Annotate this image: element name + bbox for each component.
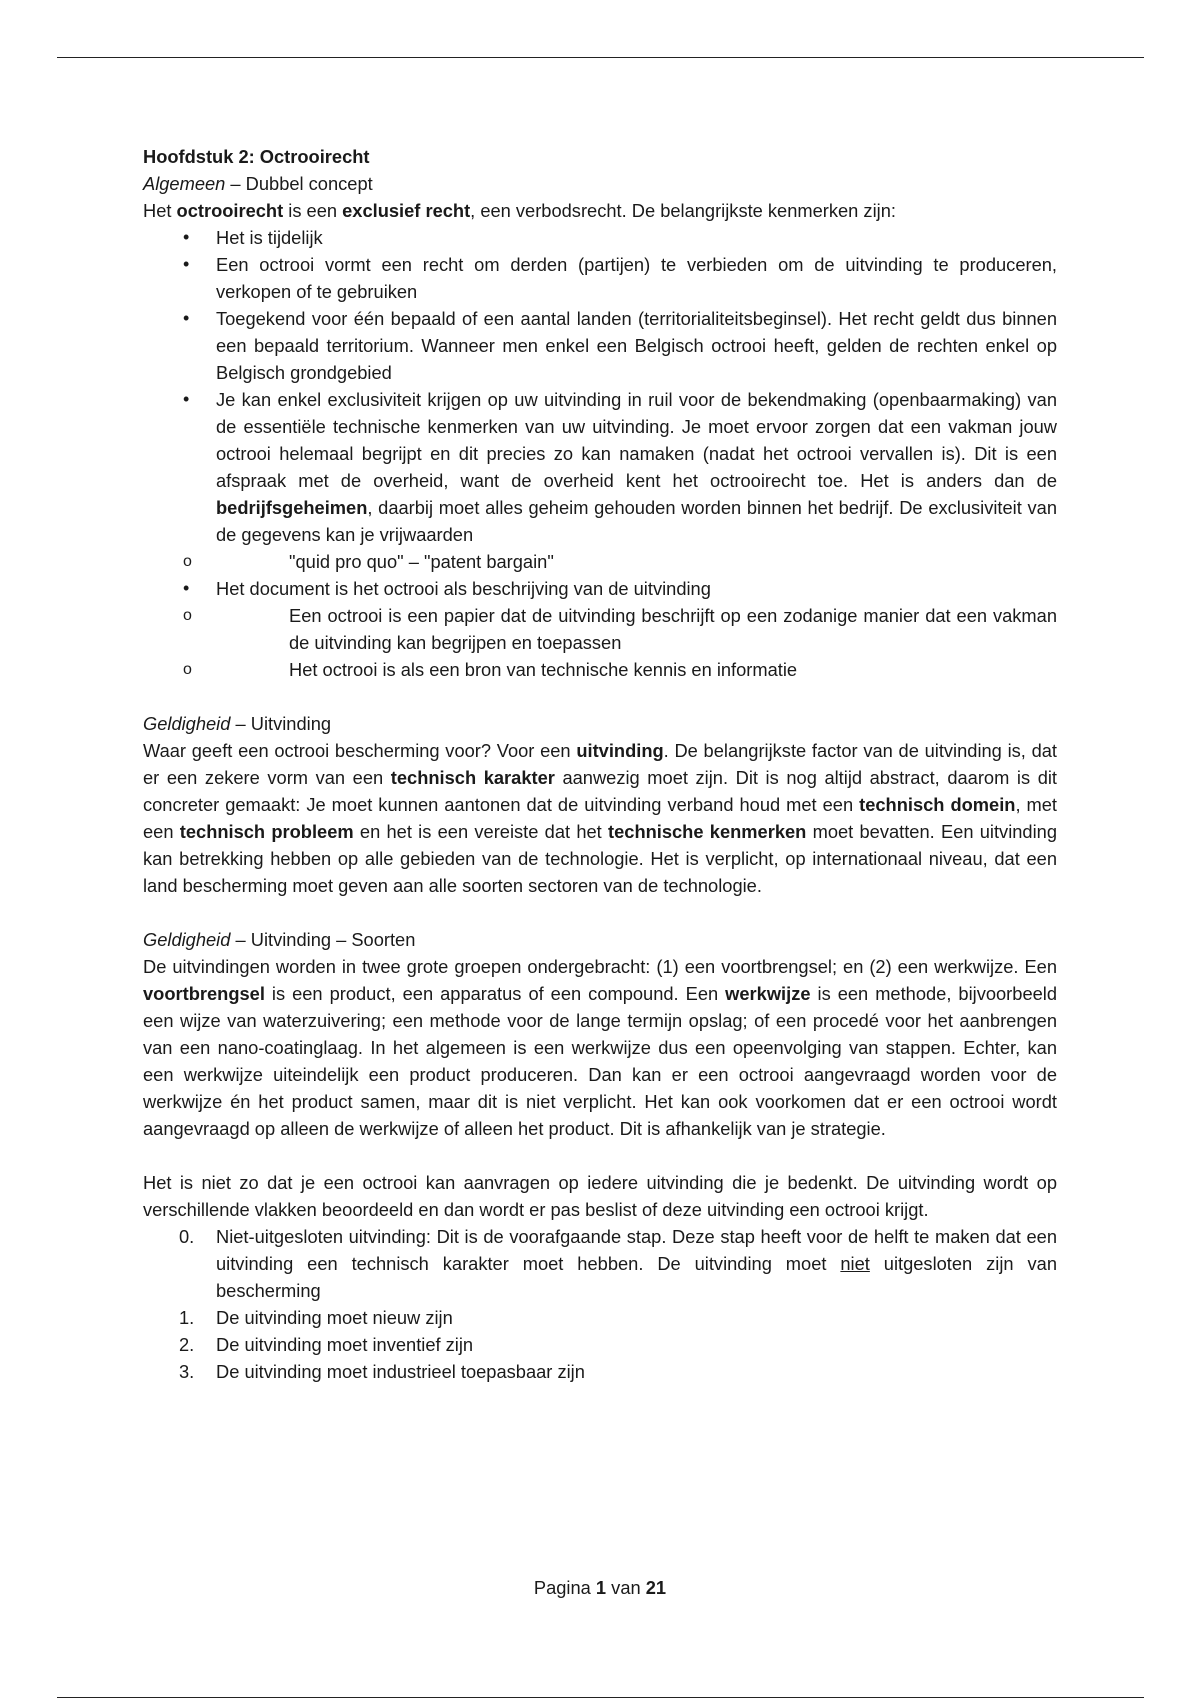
text: Niet-uitgesloten uitvinding: Dit is de voorafgaande stap. Deze stap heeft voor de helft te maken dat een uitvinding een technisch karakter moet hebben. De uitvinding moet (216, 1226, 1057, 1274)
text: is een (283, 200, 343, 221)
list-item: • Toegekend voor één bepaald of een aantal landen (territorialiteitsbeginsel). Het recht geldt dus binnen een bepaald territorium. Wanneer men enkel een Belgisch octrooi heeft, gelden de rechten enkel op Belgisch grondgebied (143, 305, 1057, 386)
section-heading-rest: – Dubbel concept (225, 173, 373, 194)
text: en het is een vereiste dat het (353, 821, 609, 842)
sub-list-item: o Het octrooi is als een bron van technische kennis en informatie (216, 656, 1057, 683)
underlined-term: niet (840, 1253, 870, 1274)
sub-list (216, 548, 1057, 575)
text: Je kan enkel exclusiviteit krijgen op uw uitvinding in ruil voor de bekendmaking (openbaarmaking) van de essentiële technische kenmerken van uw uitvinding. Je moet ervoor zorgen dat een vakman jouw octrooi helemaal begrijpt en dit precies zo kan namaken (nadat het octrooi vervallen is). Dit is een afspraak met de overheid, want de overheid kent het octrooirecht toe. Het is anders dan de (216, 389, 1057, 491)
bold-term: technisch domein (859, 794, 1016, 815)
bold-term: technisch probleem (179, 821, 354, 842)
numbered-list (143, 1223, 1057, 1385)
bold-term: uitvinding (576, 740, 664, 761)
bold-term: octrooirecht (176, 200, 284, 221)
text: De uitvinding moet inventief zijn (216, 1334, 474, 1355)
footer-text: van (606, 1577, 646, 1598)
text: , met een (143, 794, 1057, 842)
list-item (143, 1331, 1057, 1358)
list-item (143, 386, 1057, 575)
list-item: • Het is tijdelijk (143, 224, 1057, 251)
text: uitgesloten zijn van bescherming (216, 1253, 1057, 1301)
bold-term: bedrijfsgeheimen (216, 497, 368, 518)
bold-term: werkwijze (725, 983, 811, 1004)
bold-term: exclusief recht (342, 200, 471, 221)
header-rule (57, 57, 1144, 58)
text: is een product, een apparatus of een compound. Een (264, 983, 726, 1004)
text: De uitvindingen worden in twee grote groepen ondergebracht: (1) een voortbrengsel; en (2) een werkwijze. Een (143, 956, 1057, 977)
list-item: • Een octrooi vormt een recht om derden (partijen) te verbieden om de uitvinding te produceren, verkopen of te gebruiken (143, 251, 1057, 305)
sub-list (216, 602, 1057, 683)
item-number: 3. (179, 1361, 195, 1382)
item-number: 0. (179, 1226, 195, 1247)
list-item (143, 1223, 1057, 1304)
text: Waar geeft een octrooi bescherming voor? Voor een (143, 740, 577, 761)
text: aanwezig moet zijn. Dit is nog altijd abstract, daarom is dit concreter gemaakt: Je moet kunnen aantonen dat de uitvinding verband houd met een (143, 767, 1058, 815)
page-footer (0, 1574, 1200, 1601)
text: De uitvinding moet industrieel toepasbaar zijn (216, 1361, 585, 1382)
spacer (143, 899, 1057, 926)
section-heading-italic: Geldigheid (143, 929, 231, 950)
text: De uitvinding moet nieuw zijn (216, 1307, 453, 1328)
spacer (143, 683, 1057, 710)
section-heading-rest: – Uitvinding (230, 713, 332, 734)
list-item (143, 575, 1057, 683)
text: . De belangrijkste factor van de uitvinding is, dat er een zekere vorm van een (143, 740, 1057, 788)
footer-rule (57, 1697, 1144, 1698)
chapter-title: Hoofdstuk 2: Octrooirecht (143, 146, 370, 167)
section-heading-rest: – Uitvinding – Soorten (230, 929, 416, 950)
document-body (143, 143, 1057, 1385)
text: Het (143, 200, 177, 221)
text: , daarbij moet alles geheim gehouden worden binnen het bedrijf. De exclusiviteit van de gegevens kan je vrijwaarden (216, 497, 1057, 545)
section-heading-italic: Geldigheid (143, 713, 231, 734)
paragraph-soorten (143, 953, 1057, 1142)
bold-term: technisch karakter (390, 767, 555, 788)
bold-term: voortbrengsel (143, 983, 265, 1004)
list-item (143, 1304, 1057, 1331)
sub-list-item: o "quid pro quo" – "patent bargain" (216, 548, 1057, 575)
section-heading-soorten (143, 926, 1057, 953)
text: Het document is het octrooi als beschrijving van de uitvinding (216, 578, 711, 599)
section-heading-italic: Algemeen (143, 173, 226, 194)
sub-list-item: o Een octrooi is een papier dat de uitvinding beschrijft op een zodanige manier dat een vakman de uitvinding kan begrijpen en toepassen (216, 602, 1057, 656)
item-number: 2. (179, 1334, 195, 1355)
bold-term: technische kenmerken (608, 821, 807, 842)
section-heading-algemeen (143, 170, 1057, 197)
bullet-list (143, 224, 1057, 683)
paragraph-uitvinding (143, 737, 1057, 899)
list-item (143, 1358, 1057, 1385)
spacer (143, 1142, 1057, 1169)
paragraph-beoordeling: Het is niet zo dat je een octrooi kan aanvragen op iedere uitvinding die je bedenkt. De uitvinding wordt op verschillende vlakken beoordeeld en dan wordt er pas beslist of deze uitvinding een octrooi krijgt. (143, 1172, 1057, 1220)
page-number: 1 (595, 1577, 607, 1598)
text: , een verbodsrecht. De belangrijkste kenmerken zijn: (470, 200, 896, 221)
text: moet bevatten. Een uitvinding kan betrekking hebben op alle gebieden van de technologie. Het is verplicht, op internationaal niveau, dat een land bescherming moet geven aan alle soorten sectoren van de technologie. (143, 821, 1057, 896)
page-total: 21 (645, 1577, 667, 1598)
item-number: 1. (179, 1307, 195, 1328)
text: is een methode, bijvoorbeeld een wijze van waterzuivering; een methode voor de lange termijn opslag; of een procedé voor het aanbrengen van een nano-coatinglaag. In het algemeen is een werkwijze dus een opeenvolging van stappen. Echter, kan een werkwijze uiteindelijk een product produceren. Dan kan er een octrooi aangevraagd worden voor de werkwijze én het product samen, maar dit is niet verplicht. Het kan ook voorkomen dat er een octrooi wordt aangevraagd op alleen de werkwijze of alleen het product. Dit is afhankelijk van je strategie. (143, 983, 1058, 1139)
intro-paragraph (143, 197, 1057, 224)
footer-text: Pagina (533, 1577, 596, 1598)
section-heading-geldigheid (143, 710, 1057, 737)
